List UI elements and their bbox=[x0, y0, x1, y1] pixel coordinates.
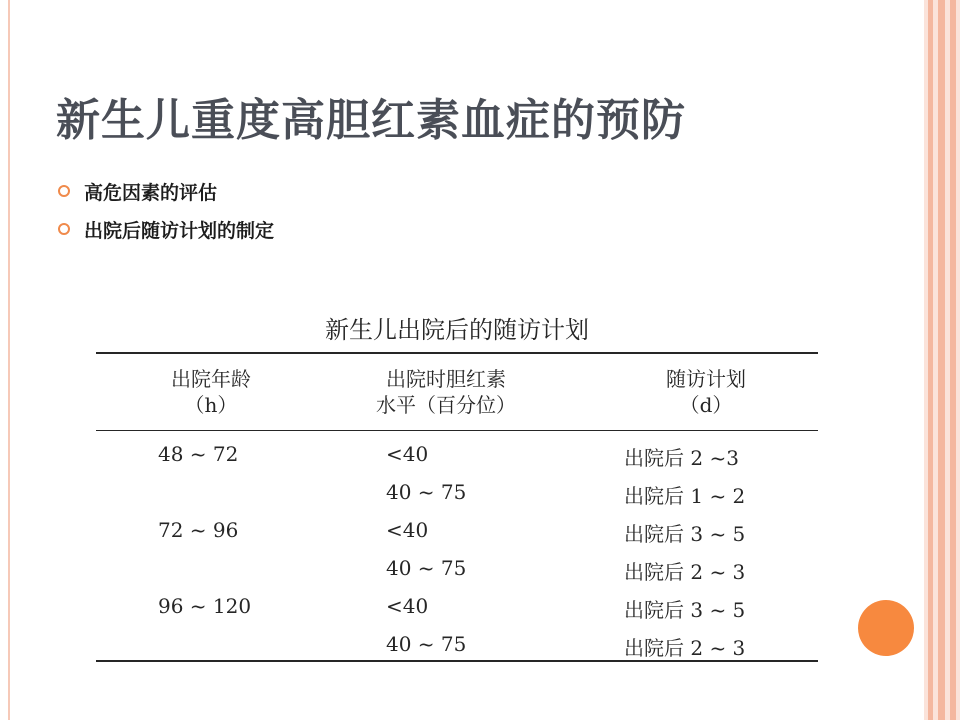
left-border-line bbox=[8, 0, 10, 720]
cell-level: 40 ~ 75 bbox=[386, 556, 467, 580]
cell-level: 40 ~ 75 bbox=[386, 632, 467, 656]
table-row bbox=[96, 434, 818, 472]
cell-plan: 出院后 3 ~ 5 bbox=[624, 598, 746, 622]
circle-bullet-icon bbox=[58, 185, 70, 197]
stripe bbox=[950, 0, 956, 720]
circle-bullet-icon bbox=[58, 223, 70, 235]
slide-title: 新生儿重度高胆红素血症的预防 bbox=[56, 95, 686, 146]
stripe bbox=[938, 0, 945, 720]
header-line: （d） bbox=[679, 393, 733, 417]
bullet-text: 高危因素的评估 bbox=[84, 181, 218, 204]
right-decorative-stripes bbox=[924, 0, 960, 720]
bullet-item bbox=[58, 172, 274, 210]
table-row bbox=[96, 472, 818, 510]
cell-level: <40 bbox=[386, 594, 429, 618]
header-line: 出院时胆红素 bbox=[386, 367, 506, 391]
table-row bbox=[96, 624, 818, 662]
header-follow-up-plan bbox=[596, 366, 816, 418]
header-line: （h） bbox=[184, 393, 238, 417]
header-line: 出院年龄 bbox=[171, 367, 251, 391]
table-caption: 新生儿出院后的随访计划 bbox=[325, 316, 589, 344]
cell-level: <40 bbox=[386, 442, 429, 466]
orange-circle-decoration bbox=[858, 600, 914, 656]
table-header-rule bbox=[96, 430, 818, 431]
cell-plan: 出院后 2 ~3 bbox=[624, 446, 739, 470]
cell-age: 72 ~ 96 bbox=[158, 518, 239, 542]
cell-plan: 出院后 2 ~ 3 bbox=[624, 560, 746, 584]
table-bottom-rule bbox=[96, 660, 818, 662]
cell-level: <40 bbox=[386, 518, 429, 542]
table-top-rule bbox=[96, 352, 818, 354]
header-line: 水平（百分位） bbox=[376, 393, 516, 417]
table-row bbox=[96, 586, 818, 624]
cell-plan: 出院后 1 ~ 2 bbox=[624, 484, 746, 508]
stripe bbox=[928, 0, 933, 720]
header-line: 随访计划 bbox=[666, 367, 746, 391]
cell-plan: 出院后 3 ~ 5 bbox=[624, 522, 746, 546]
bullet-item bbox=[58, 210, 274, 248]
bullet-list bbox=[58, 172, 274, 248]
header-discharge-age bbox=[116, 366, 306, 418]
cell-age: 48 ~ 72 bbox=[158, 442, 239, 466]
cell-level: 40 ~ 75 bbox=[386, 480, 467, 504]
table-row bbox=[96, 548, 818, 586]
cell-age: 96 ~ 120 bbox=[158, 594, 252, 618]
cell-plan: 出院后 2 ~ 3 bbox=[624, 636, 746, 660]
header-bilirubin-level bbox=[326, 366, 566, 418]
bullet-text: 出院后随访计划的制定 bbox=[84, 219, 275, 242]
follow-up-table-figure bbox=[96, 306, 818, 670]
table-row bbox=[96, 510, 818, 548]
